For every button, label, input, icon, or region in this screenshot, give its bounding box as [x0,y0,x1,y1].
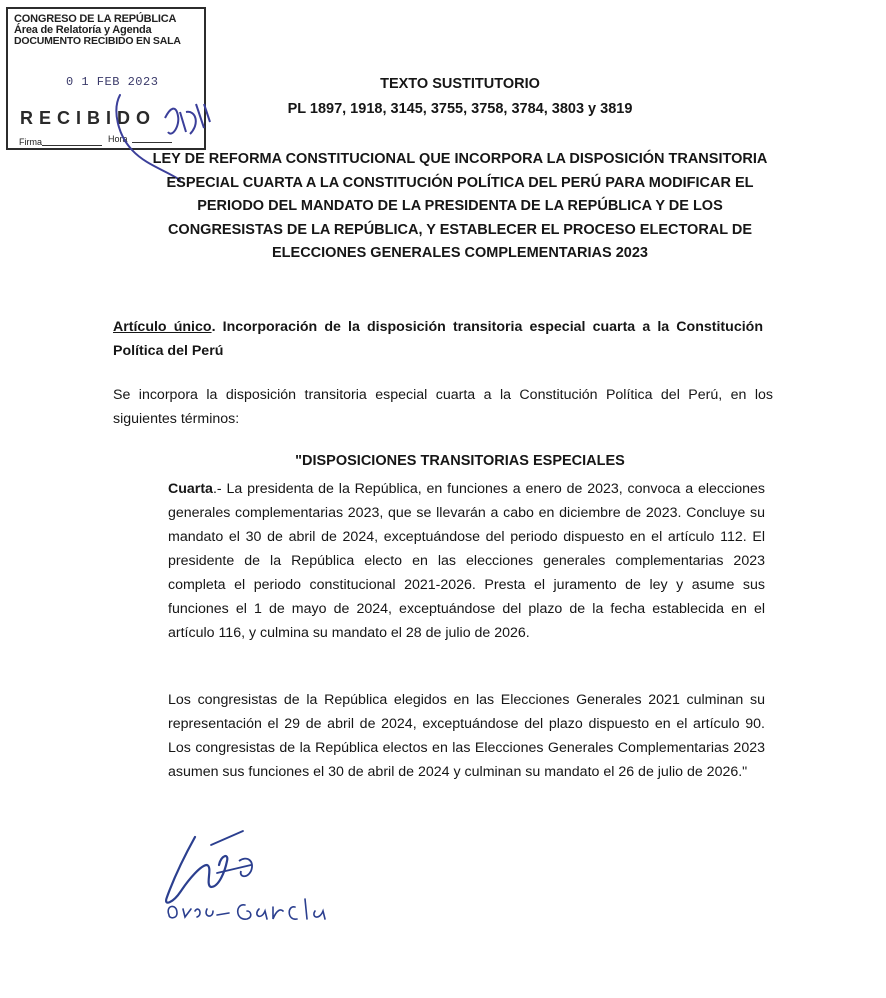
stamp-date: 0 1 FEB 2023 [66,75,159,89]
cuarta-text: .- La presidenta de la República, en funciones a enero de 2023, convoca a elecciones generales complementarias 2023, que se llevarán a cabo en diciembre de 2023. Concluye su mandato el 30 de abril de 2024, exceptuándose del periodo dispuesto en el artículo 112. El presidente de la República electo en las elecciones generales complementarias 2023 completa el periodo constitucional 2021-2026. Presta el juramento de ley y asume sus funciones el 1 de mayo de 2024, exceptuándose del plazo de la fecha establecida en el artículo 116, y culmina su mandato el 28 de julio de 2026. [168,481,765,641]
document-title: TEXTO SUSTITUTORIO [380,76,540,92]
law-title: LEY DE REFORMA CONSTITUCIONAL QUE INCORPORA LA DISPOSICIÓN TRANSITORIA ESPECIAL CUARTA A LA CONSTITUCIÓN POLÍTICA DEL PERÚ PARA MODIFICAR EL PERIODO DEL MANDATO DE LA PRESIDENTA DE LA REPÚBLICA Y DE LOS CONGRESISTAS DE LA REPÚBLICA, Y ESTABLECER EL PROCESO ELECTORAL DE ELECCIONES GENERALES COMPLEMENTARIAS 2023 [152,151,768,262]
article-label: Artículo único [113,319,212,335]
stamp-recibido: RECIBIDO [20,108,157,128]
article-heading-text: . Incorporación de la disposición transitoria especial cuarta a la Constitución Política del Perú [113,319,763,359]
stamp-hora-line [132,142,172,143]
bill-numbers: PL 1897, 1918, 3145, 3755, 3758, 3784, 3803 y 3819 [287,101,633,117]
stamp-line-congreso: CONGRESO DE LA REPÚBLICA [14,13,177,25]
stamp-line-area: Área de Relatoría y Agenda [14,24,152,36]
dispositions-title: "DISPOSICIONES TRANSITORIAS ESPECIALES [295,453,625,469]
cuarta-paragraph [168,477,765,645]
stamp-line-documento: DOCUMENTO RECIBIDO EN SALA [14,35,181,47]
stamp-hora-label: Hora [108,134,128,144]
stamp-firma-line [42,145,102,146]
cuarta-label: Cuarta [168,481,213,497]
congress-paragraph: Los congresistas de la República elegidos en las Elecciones Generales 2021 culminan su representación el 29 de abril de 2024, exceptuándose del plazo dispuesto en el artículo 90. Los congresistas de la República electos en las Elecciones Generales Complementarias 2023 asumen sus funciones el 30 de abril de 2024 y culminan su mandato el 26 de julio de 2026." [168,692,765,780]
intro-paragraph: Se incorpora la disposición transitoria especial cuarta a la Constitución Política del Perú, en los siguientes términos: [113,387,773,427]
stamp-firma-label: Firma [19,137,42,147]
signature-icon [155,825,355,930]
article-heading [113,315,763,363]
